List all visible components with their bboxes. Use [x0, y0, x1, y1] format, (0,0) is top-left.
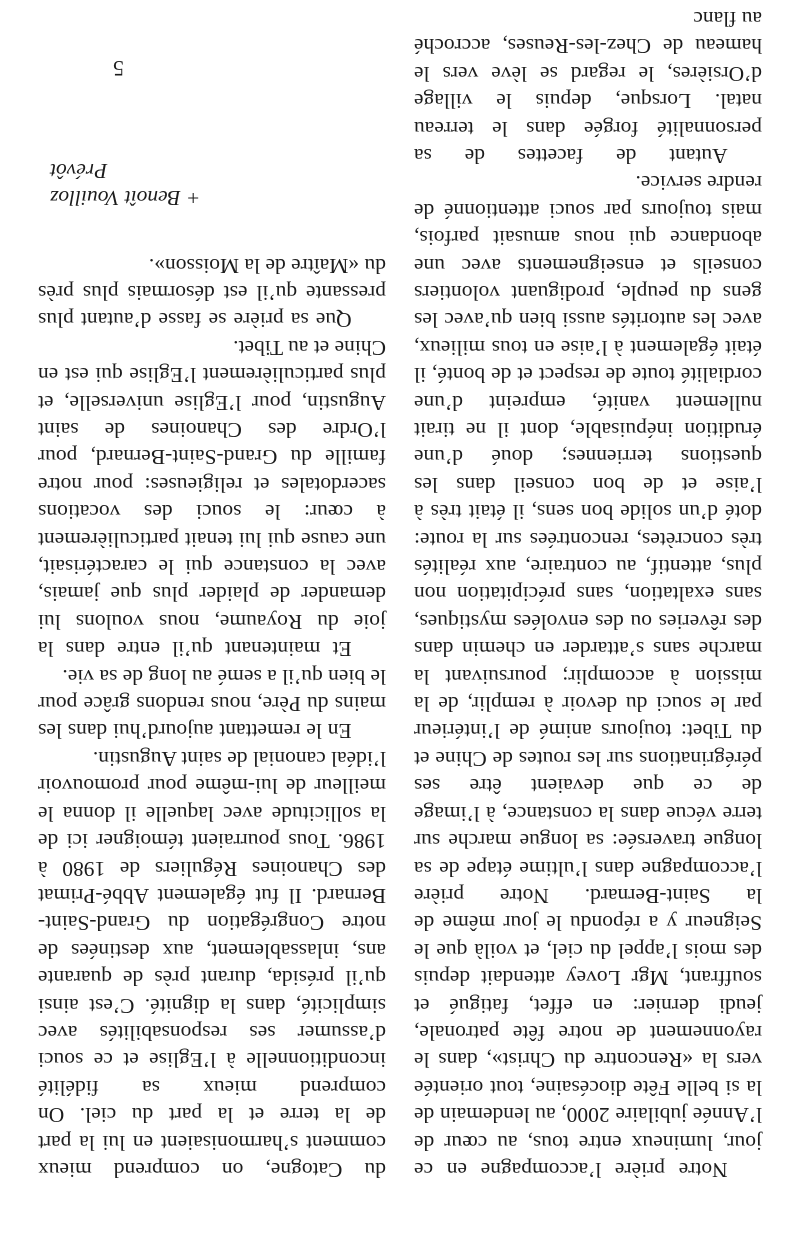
- text-column-right: [38, 157, 386, 1183]
- text-column-left: [414, 5, 762, 1183]
- signature: [38, 157, 386, 211]
- paragraph: du Catogne, on comprend mieux comment s’harmonisaient en lui la part de la terre et la part du ciel. On comprend mieux sa fidélité inconditionnelle à l’Eglise et ce souci d’assumer ses responsabilités avec simplicité, dans la dignité. C’est ainsi qu’il présida, durant près de quarante ans, inlassablement, aux destinées de notre Congrégation du Grand-Saint-Bernard. Il fut également Abbé-Primat des Chanoines Réguliers de 1980 à 1986. Tous pourraient témoigner ici de la sollicitude avec laquelle il donna le meilleur de lui-même pour promouvoir l’idéal canonial de saint Augustin.: [38, 746, 386, 1182]
- paragraph: Autant de facettes de sa personnalité forgée dans le terreau natal. Lorsque, depuis le village d’Orsières, le regard se lève vers le hameau de Chez-les-Reuses, accroché au flanc: [414, 6, 762, 168]
- paragraph: Notre prière l’accompagne en ce jour, lumineux entre tous, au cœur de l’Année jubilaire 2000, au lendemain de la si belle Fête diocésaine, tout orientée vers la «Rencontre du Christ», dans le rayonnement de notre fête patronale, jeudi dernier: en effet, fatigué et souffrant, Mgr Lovey attendait depuis des mois l’appel du ciel, et voilà que le Seigneur y a répondu le jour même de la Saint-Bernard. Notre prière l’accompagne dans l’ultime étape de sa longue traversée: sa longue marche sur terre vécue dans la constance, à l’image de ce que devaient être ses pérégrinations sur les routes de Chine et du Tibet: toujours animé de l’intérieur par le souci du devoir à remplir, de la mission à accomplir; poursuivant la marche sans s’attarder en chemin dans des rêveries ou des envolées mystiques, sans exaltation, sans précipitation non plus, attentif, au contraire, aux réalités très concrètes, rencontrées sur la route: doté d’un solide bon sens, il était très à l’aise et de bon conseil dans les questions terriennes; doué d’une érudition inépuisable, dont il ne tirait nullement vanité, empreint d’une cordialité toute de respect et de bonté, il était également à l’aise en tous milieux, avec les autorités aussi bien qu’avec les gens du peuple, prodiguant volontiers conseils et enseignements avec une abondance qui nous amusait parfois, mais toujours par souci attentionné de rendre service.: [414, 171, 762, 1182]
- paragraph: Que sa prière se fasse d’autant plus pressante qu’il est désormais plus près du «Maître de la Moisson».: [38, 253, 386, 333]
- page-number: 5: [113, 56, 124, 81]
- paragraph: En le remettant aujourd’hui dans les mains du Père, nous rendons grâce pour le bien qu’il a semé au long de sa vie.: [38, 664, 386, 744]
- signature-title: Prévôt: [50, 159, 108, 184]
- signature-name: + Benoît Vouilloz: [50, 186, 201, 211]
- paragraph: Et maintenant qu’il entre dans la joie du Royaume, nous voulons lui demander de plaider plus que jamais, avec la constance qui le caractérisait, une cause qui lui tenait particulièrement à cœur: le souci des vocations sacerdotales et religieuses: pour notre famille du Grand-Saint-Bernard, pour l’Ordre des Chanoines de saint Augustin, pour l’Eglise universelle, et plus particulièrement l’Eglise qui est en Chine et au Tibet.: [38, 335, 386, 662]
